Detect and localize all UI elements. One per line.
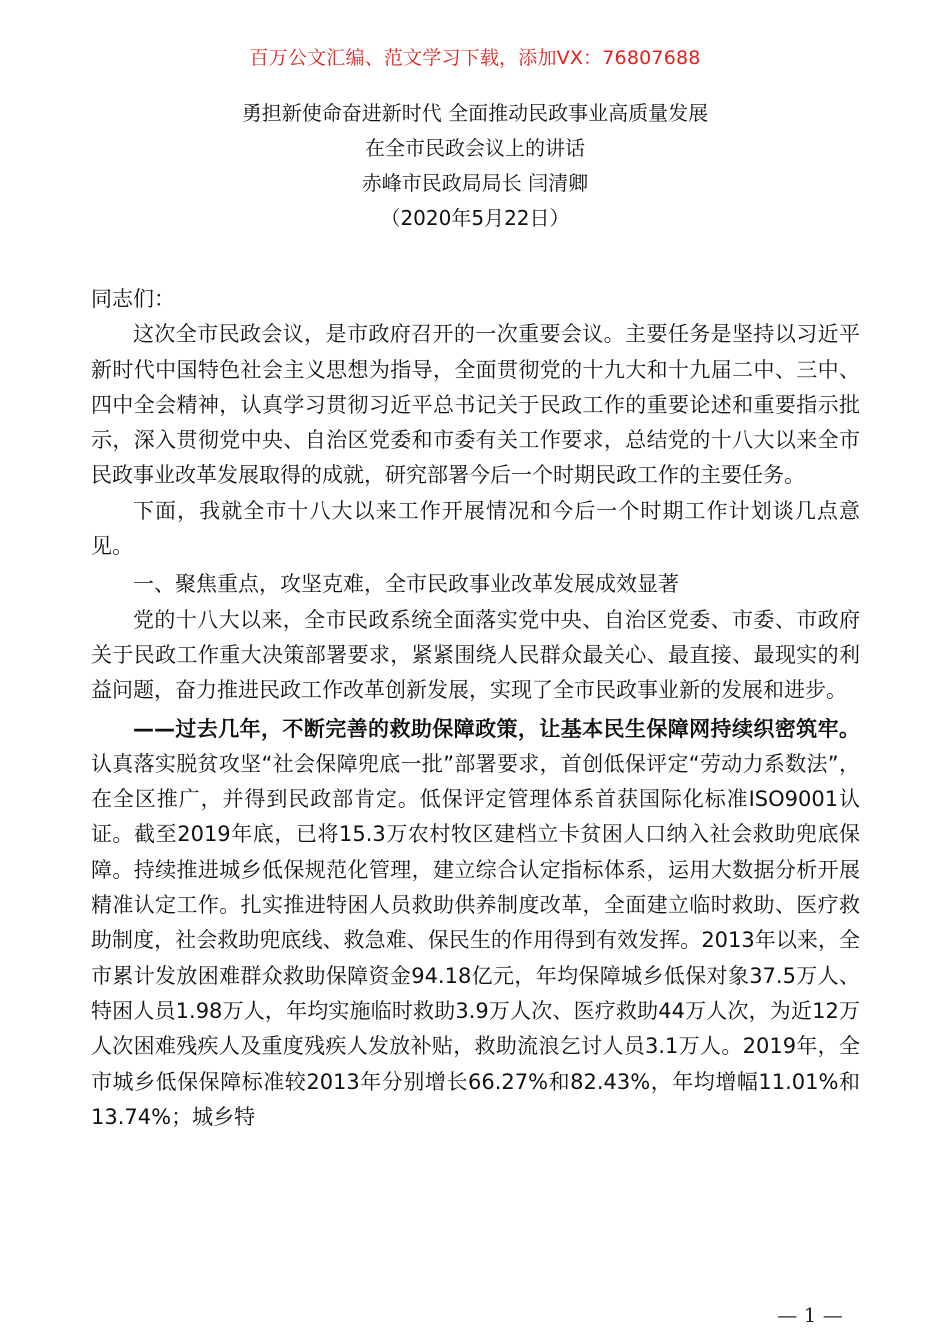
section-heading-1: 一、聚焦重点，攻坚克难，全市民政事业改革发展成效显著 xyxy=(133,572,679,597)
paragraph-4-lead: ——过去几年，不断完善的救助保障政策，让基本民生保障网持续织密筑牢。 xyxy=(133,716,860,741)
speech-title: 勇担新使命奋进新时代 全面推动民政事业高质量发展 xyxy=(241,101,709,125)
page-number: — 1 — xyxy=(777,1303,843,1327)
paragraph-3: 党的十八大以来，全市民政系统全面落实党中央、自治区党委、市委、市政府关于民政工作重大决策部署要求，紧紧围绕人民群众最关心、最直接、最现实的利益问题，奋力推进民政工作改革创新发展，实现了全市民政事业新的发展和进步。 xyxy=(91,607,860,703)
speech-body xyxy=(91,282,860,1135)
paragraph-1: 这次全市民政会议，是市政府召开的一次重要会议。主要任务是坚持以习近平新时代中国特色社会主义思想为指导，全面贯彻党的十九大和十九届二中、三中、四中全会精神，认真学习贯彻习近平总书记关于民政工作的重要论述和重要指示批示，深入贯彻党中央、自治区党委和市委有关工作要求，总结党的十八大以来全市民政事业改革发展取得的成就，研究部署今后一个时期民政工作的主要任务。 xyxy=(91,322,860,488)
paragraph-4 xyxy=(91,712,860,1136)
salutation: 同志们： xyxy=(91,287,175,311)
paragraph-4-text: 认真落实脱贫攻坚“社会保障兜底一批”部署要求，首创低保评定“劳动力系数法”，在全区推广，并得到民政部肯定。低保评定管理体系首获国际化标准ISO9001认证。截至2019年底，已将15.3万农村牧区建档立卡贫困人口纳入社会救助兜底保障。持续推进城乡低保规范化管理，建立综合认定指标体系，运用大数据分析开展精准认定工作。扎实推进特困人员救助供养制度改革，全面建立临时救助、医疗救助制度，社会救助兜底线、救急难、保民生的作用得到有效发挥。2013年以来，全市累计发放困难群众救助保障资金94.18亿元，年均保障城乡低保对象37.5万人、特困人员1.98万人，年均实施临时救助3.9万人次、医疗救助44万人次，为近12万人次困难残疾人及重度残疾人发放补贴，救助流浪乞讨人员3.1万人。2019年，全市城乡低保保障标准较2013年分别增长66.27%和82.43%，年均增幅11.01%和13.74%；城乡特 xyxy=(91,751,860,1129)
speaker-line: 赤峰市民政局局长 闫清卿 xyxy=(361,171,589,195)
speech-subtitle: 在全市民政会议上的讲话 xyxy=(365,136,585,160)
title-block xyxy=(0,96,950,236)
promo-banner: 百万公文汇编、范文学习下载，添加VX：76807688 xyxy=(249,47,701,69)
speech-date: （2020年5月22日） xyxy=(380,206,570,230)
paragraph-2: 下面，我就全市十八大以来工作开展情况和今后一个时期工作计划谈几点意见。 xyxy=(91,498,860,559)
